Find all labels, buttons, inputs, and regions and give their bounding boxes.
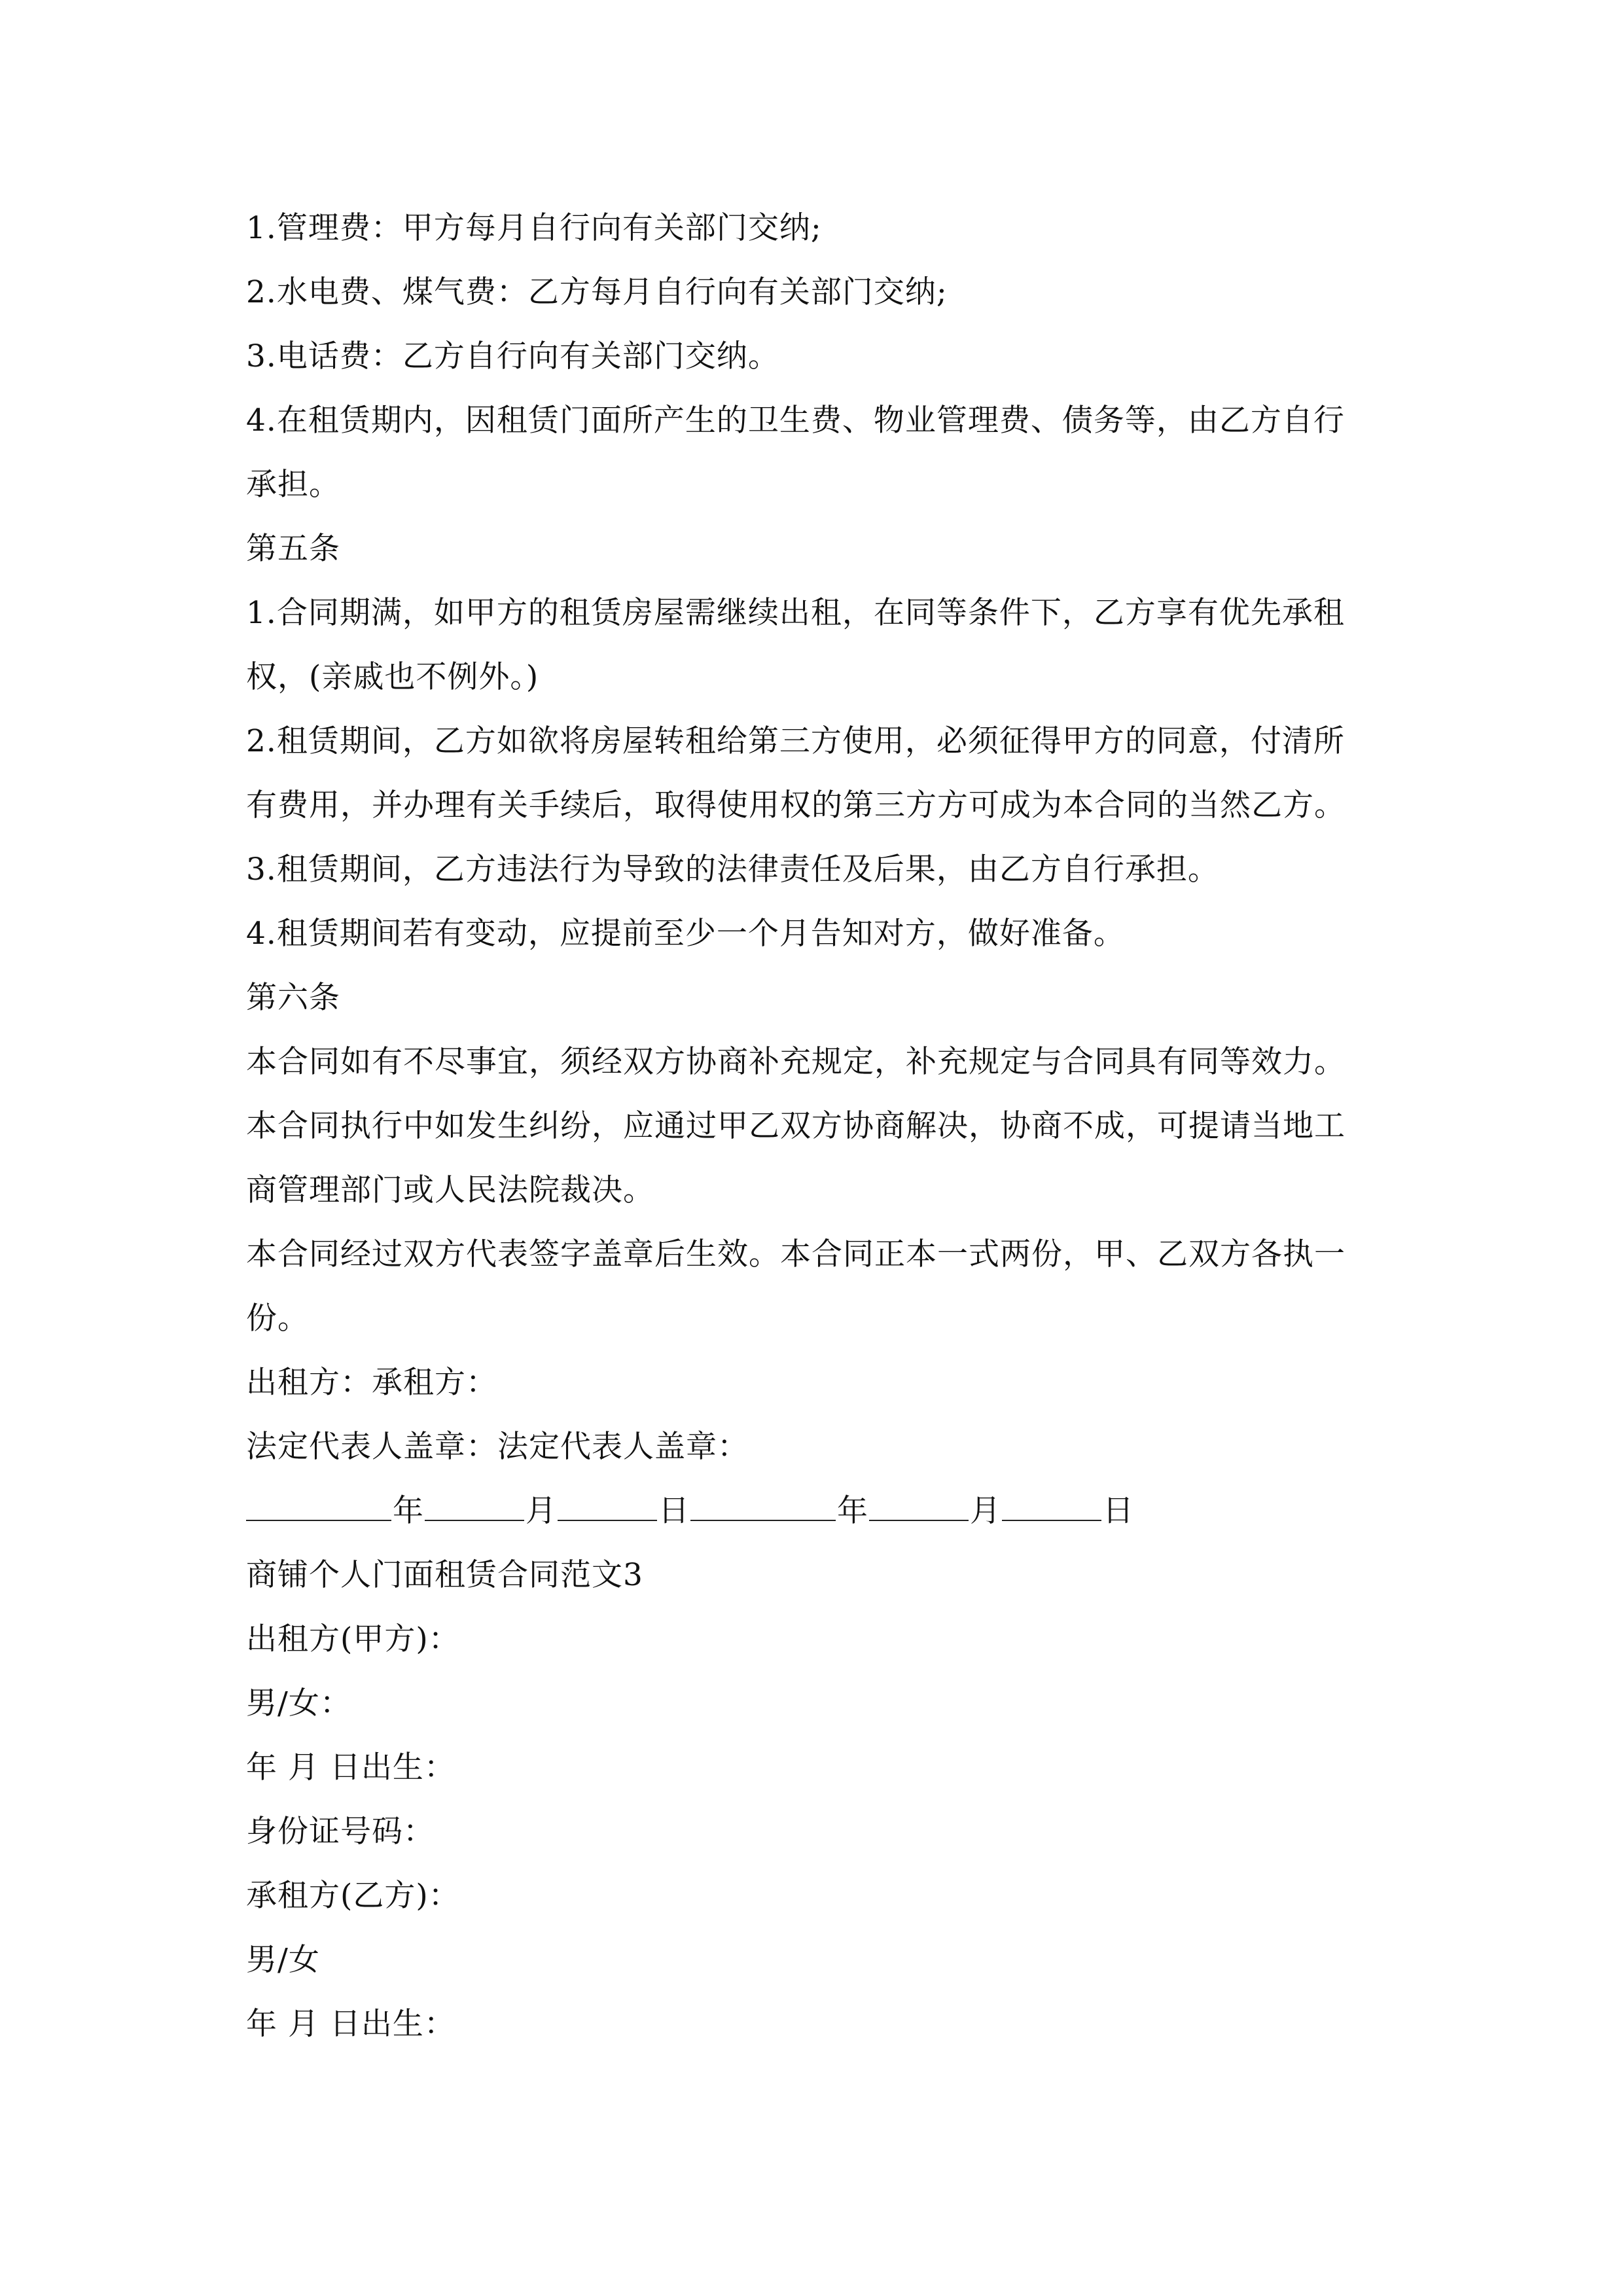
- clause-line: 1.管理费：甲方每月自行向有关部门交纳;: [246, 210, 822, 246]
- section-heading: 第六条: [246, 980, 340, 1016]
- document-body: [246, 196, 1385, 2056]
- signature-date-line: [246, 1479, 1385, 1543]
- section-heading: 第五条: [246, 531, 340, 567]
- gender-field: 男/女：: [246, 1685, 351, 1721]
- clause-line: 份。: [246, 1300, 309, 1336]
- clause-line: 权，(亲戚也不例外。): [246, 659, 539, 695]
- day-label: 日: [1103, 1493, 1133, 1529]
- year-blank: [690, 1480, 836, 1521]
- clause-line: 2.水电费、煤气费：乙方每月自行向有关部门交纳;: [246, 274, 948, 310]
- month-blank: [425, 1480, 524, 1521]
- month-blank: [869, 1480, 969, 1521]
- lessor-field: 出租方(甲方)：: [246, 1621, 460, 1657]
- clause-line: 本合同如有不尽事宜，须经双方协商补充规定，补充规定与合同具有同等效力。: [246, 1044, 1346, 1080]
- month-label: 月: [526, 1493, 556, 1529]
- signature-parties-line: 出租方：承租方：: [246, 1365, 497, 1401]
- year-label: 年: [393, 1493, 423, 1529]
- birthdate-field: 年 月 日出生：: [246, 1749, 455, 1785]
- clause-line: 本合同经过双方代表签字盖章后生效。本合同正本一式两份，甲、乙双方各执一: [246, 1236, 1346, 1272]
- clause-line: 3.租赁期间，乙方违法行为导致的法律责任及后果，由乙方自行承担。: [246, 852, 1219, 888]
- day-blank: [558, 1480, 657, 1521]
- clause-line: 4.在租赁期内，因租赁门面所产生的卫生费、物业管理费、债务等，由乙方自行: [246, 403, 1345, 439]
- clause-line: 4.租赁期间若有变动，应提前至少一个月告知对方，做好准备。: [246, 916, 1125, 952]
- clause-line: 承担。: [246, 467, 340, 503]
- clause-line: 3.电话费：乙方自行向有关部门交纳。: [246, 338, 779, 374]
- signature-seal-line: 法定代表人盖章：法定代表人盖章：: [246, 1429, 749, 1465]
- day-label: 日: [658, 1493, 689, 1529]
- year-blank: [246, 1480, 391, 1521]
- day-blank: [1002, 1480, 1101, 1521]
- lessee-field: 承租方(乙方)：: [246, 1878, 460, 1914]
- clause-line: 商管理部门或人民法院裁决。: [246, 1172, 654, 1208]
- birthdate-field: 年 月 日出生：: [246, 2006, 455, 2042]
- year-label: 年: [837, 1493, 868, 1529]
- month-label: 月: [970, 1493, 1001, 1529]
- contract-title: 商铺个人门面租赁合同范文3: [246, 1557, 643, 1593]
- clause-line: 1.合同期满，如甲方的租赁房屋需继续出租，在同等条件下，乙方享有优先承租: [246, 595, 1345, 631]
- clause-line: 2.租赁期间，乙方如欲将房屋转租给第三方使用，必须征得甲方的同意，付清所: [246, 723, 1345, 759]
- clause-line: 有费用，并办理有关手续后，取得使用权的第三方方可成为本合同的当然乙方。: [246, 787, 1346, 823]
- clause-line: 本合同执行中如发生纠纷，应通过甲乙双方协商解决，协商不成，可提请当地工: [246, 1108, 1346, 1144]
- id-number-field: 身份证号码：: [246, 1814, 435, 1850]
- gender-field: 男/女: [246, 1942, 320, 1978]
